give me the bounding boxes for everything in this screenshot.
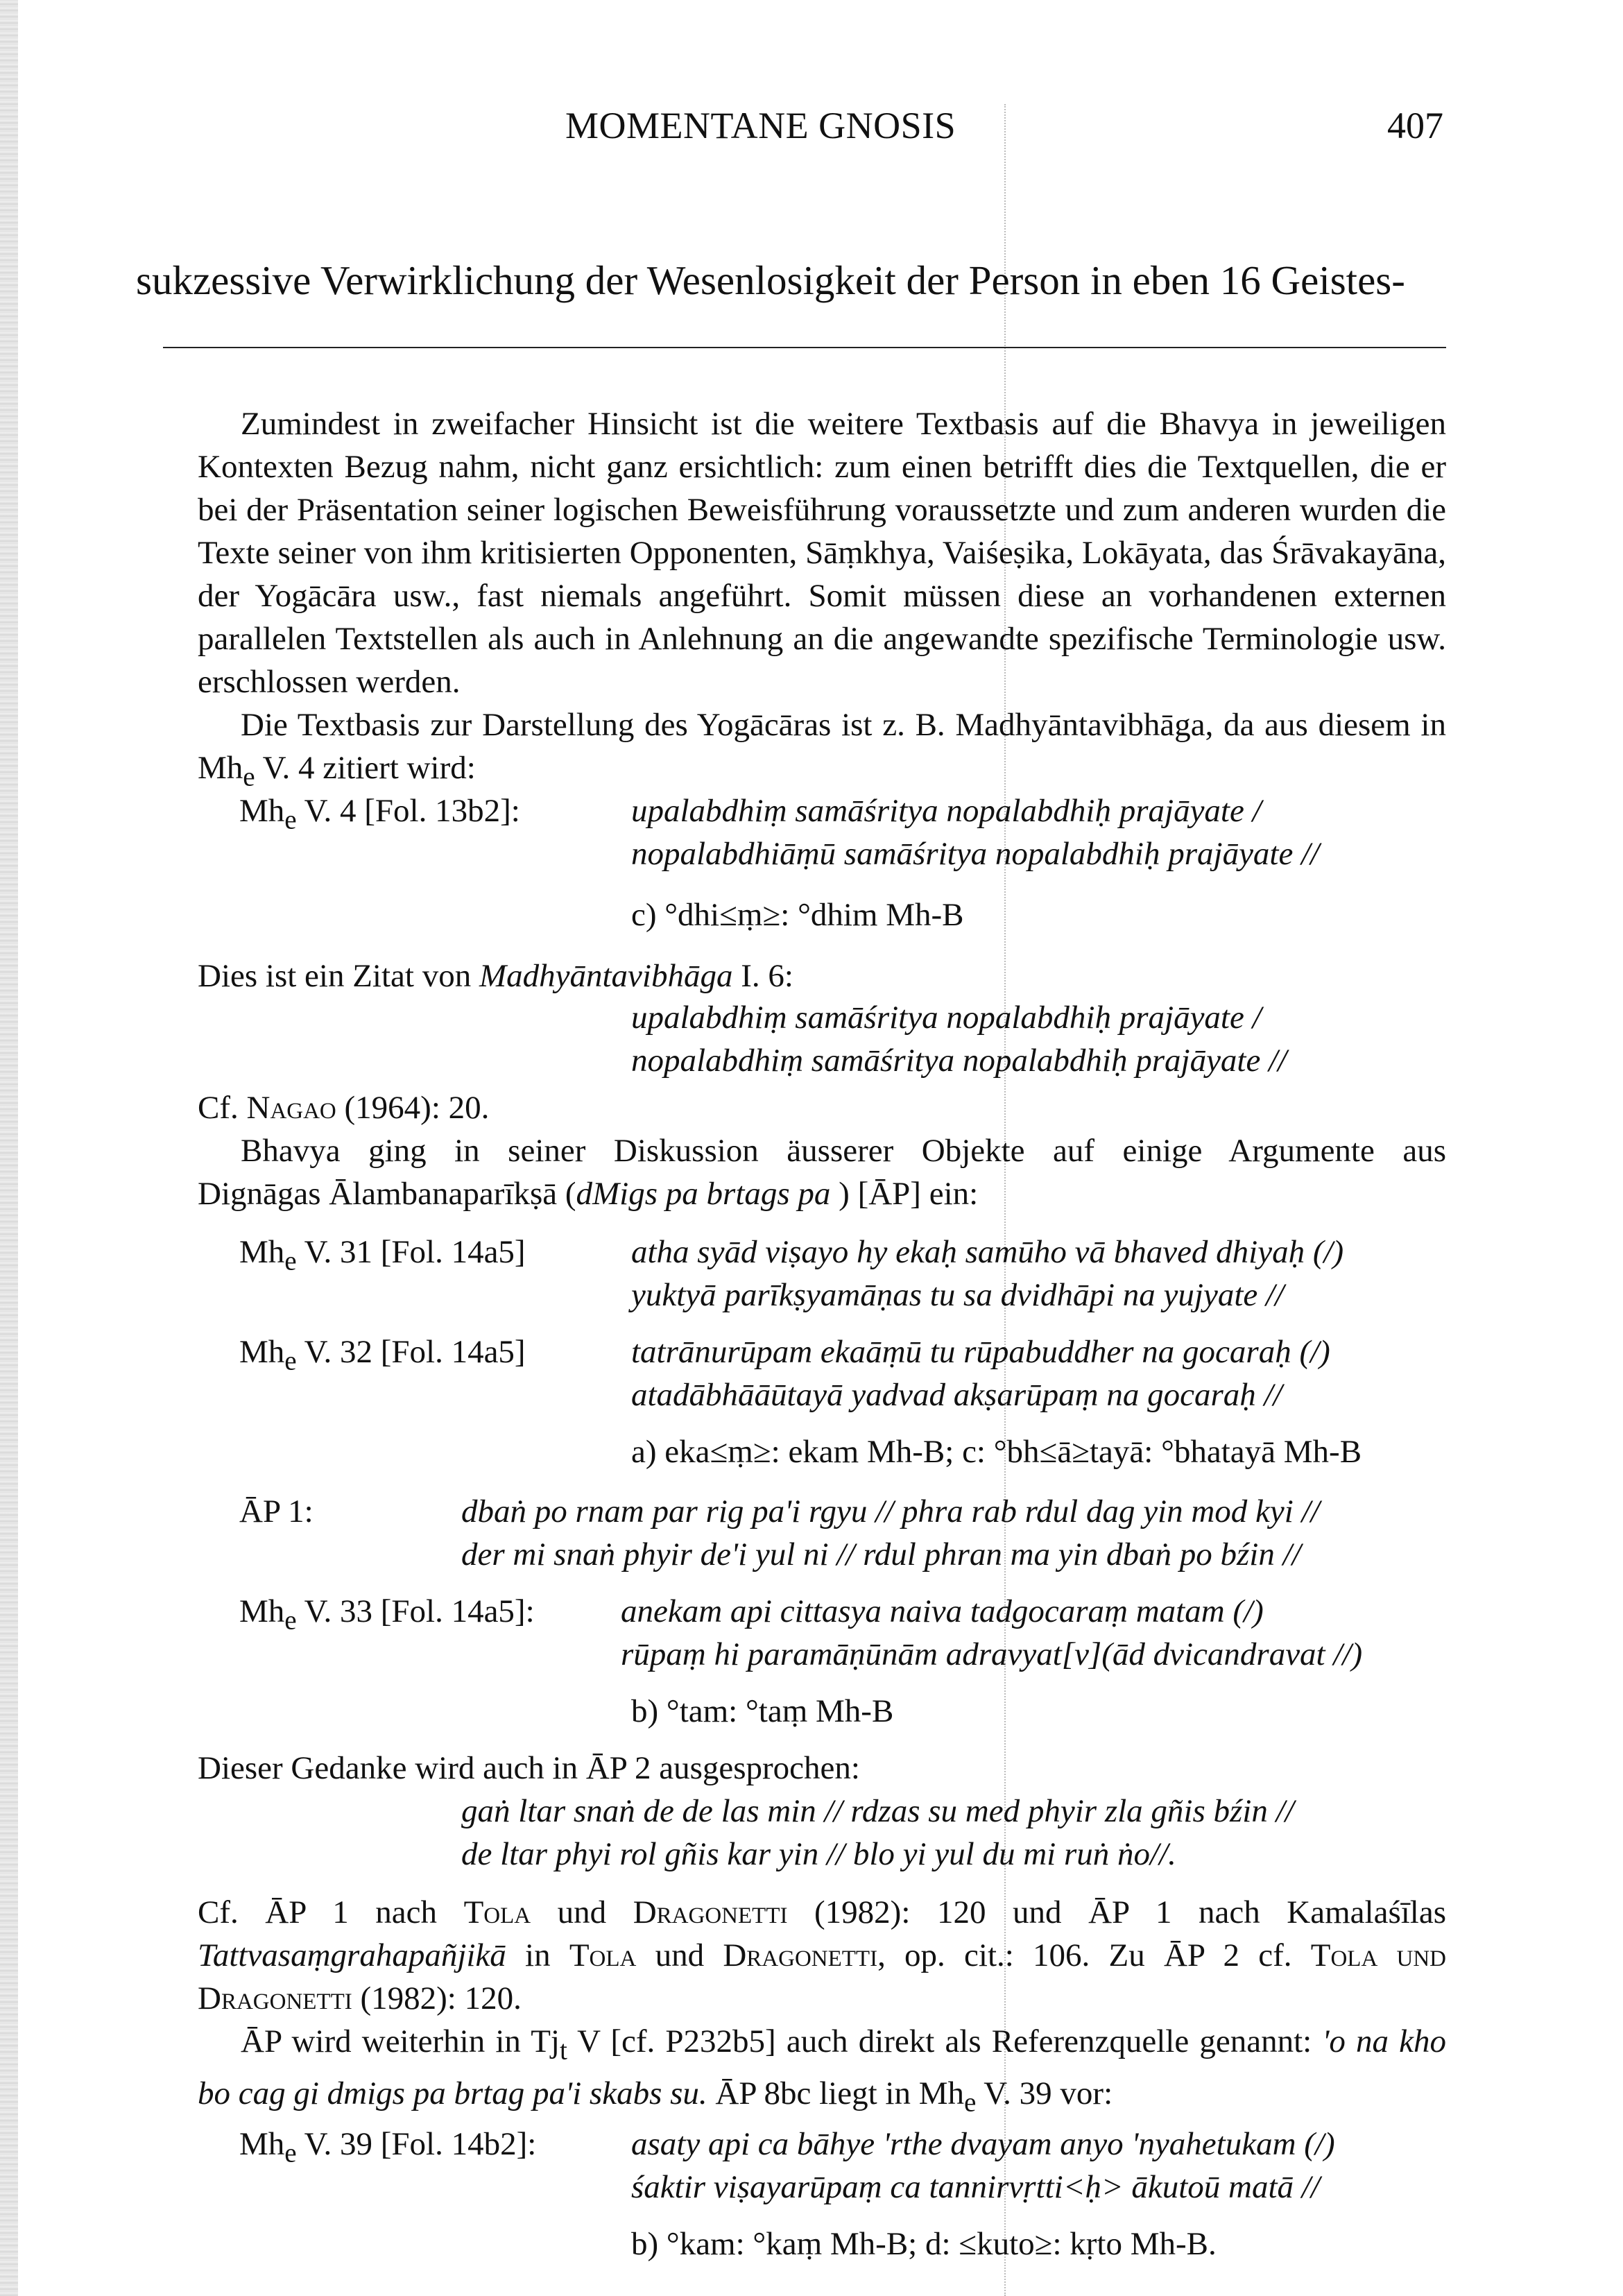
quote-label-v33: $Mh_e$ V. 33 [Fol. 14a5]: <box>239 1593 535 1636</box>
reference-nagao: Cf. Nagao (1964): 20. <box>198 1090 490 1126</box>
variant-note: b) °tam: °taṃ Mh-B <box>631 1693 894 1729</box>
variant-note: a) eka≤ṃ≥: ekam Mh-B; c: °bh≤ā≥tayā: °bhatayā Mh-B <box>631 1434 1362 1470</box>
quote-line: upalabdhiṃ samāśritya nopalabdhiḥ prajāyate / <box>631 793 1262 829</box>
quote-line: der mi snaṅ phyir de'i yul ni // rdul phran ma yin dbaṅ po bźin // <box>461 1536 1301 1573</box>
quote-line: asaty api ca bāhye 'rthe dvayam anyo 'nyahetukam (/) <box>631 2126 1335 2162</box>
quote-line: śaktir viṣayarūpaṃ ca tannirvṛtti<ḥ> ākutoū matā // <box>631 2169 1320 2205</box>
paragraph-text: Cf. ĀP 1 nach Tola und Dragonetti (1982): 120 und ĀP 1 nach Kamalaśīlas Tattvasaṃgrahapañjikā in Tola und Dragonetti, op. cit.: 106. Zu ĀP 2 cf. Tola und Dragonetti (1982): 120. <box>198 1894 1447 2016</box>
quote-line: yuktyā parīkṣyamāṇas tu sa dvidhāpi na yujyate // <box>631 1277 1285 1313</box>
footnote-rule <box>163 347 1446 348</box>
quote-line: anekam api cittasya naiva tadgocaraṃ matam (/) <box>621 1593 1264 1629</box>
quote-line: gaṅ ltar snaṅ de de las min // rdzas su med phyir zla gñis bźin // <box>461 1793 1294 1829</box>
quote-line: nopalabdhiṃ samāśritya nopalabdhiḥ prajāyate // <box>631 1043 1287 1079</box>
paragraph-text: Dignāgas Ālambanaparīkṣā (dMigs pa brtags pa ) [ĀP] ein: <box>198 1176 979 1212</box>
paragraph-text: Zumindest in zweifacher Hinsicht ist die weitere Textbasis auf die Bhavya in jeweiligen Kontexten Bezug nahm, nicht ganz ersichtlich: zum einen betrifft dies die Textquellen, die er bei der Präsentation seiner logischen Beweisführung voraussetzte und zum anderen wurden die Texte seiner von ihm kritisierten Opponenten, Sāṃkhya, Vaiśeṣika, Lokāyata, das Śrāvakayāna, der Yogācāra usw., fast niemals angeführt. Somit müssen diese an vorhandenen externen parallelen Textstellen als auch in Anlehnung an die angewandte spezifische Terminologie usw. erschlossen werden. <box>198 406 1446 700</box>
quote-line: nopalabdhiāṃū samāśritya nopalabdhiḥ prajāyate // <box>631 836 1320 872</box>
quote-label-v39: $Mh_e$ V. 39 [Fol. 14b2]: <box>239 2126 537 2168</box>
quote-line: atadābhāāūtayā yadvad akṣarūpaṃ na gocaraḥ // <box>631 1377 1282 1413</box>
quote-line: dbaṅ po rnam par rig pa'i rgyu // phra rab rdul dag yin mod kyi // <box>461 1493 1320 1530</box>
quote-line: tatrānurūpam ekaāṃū tu rūpabuddher na gocaraḥ (/) <box>631 1334 1330 1370</box>
quote-label-v4: $Mh_e$ V. 4 [Fol. 13b2]: <box>239 793 520 835</box>
paragraph-bhavya-argumente <box>198 1129 1446 1215</box>
paragraph-text: Die Textbasis zur Darstellung des Yogācāras ist z. B. Madhyāntavibhāga, da aus diesem in $Mh_e$ V. 4 zitiert wird: <box>198 707 1446 792</box>
page-number: 407 <box>1387 105 1443 146</box>
paragraph-text: ĀP wird weiterhin in $Tj_t$ V [cf. P232b5] auch direkt als Referenzquelle genannt: 'o na kho bo cag gi dmigs pa brtag pa'i skabs su. ĀP 8bc liegt in $Mh_e$ V. 39 vor: <box>198 2023 1446 2118</box>
paragraph-yogacara <box>198 703 1446 798</box>
quote-line: de ltar phyi rol gñis kar yin // blo yi yul du mi ruṅ ṅo//. <box>461 1836 1176 1872</box>
quote-label-v31: $Mh_e$ V. 31 [Fol. 14a5] <box>239 1234 526 1276</box>
paragraph-references <box>198 1891 1446 2020</box>
paragraph-text: Bhavya ging in seiner Diskussion äusserer Objekte auf einige Argumente aus <box>241 1133 1446 1169</box>
carryover-text-line: sukzessive Verwirklichung der Wesenlosigkeit der Person in eben 16 Geistes- <box>136 257 1405 303</box>
citation-intro: Dieser Gedanke wird auch in ĀP 2 ausgesprochen: <box>198 1750 860 1786</box>
quote-label-ap1: ĀP 1: <box>239 1493 314 1530</box>
paragraph-ap-tj <box>198 2020 1446 2125</box>
quote-line: upalabdhiṃ samāśritya nopalabdhiḥ prajāyate / <box>631 1000 1262 1036</box>
citation-intro: Dies ist ein Zitat von Madhyāntavibhāga I. 6: <box>198 958 793 994</box>
scan-edge-shadow <box>0 0 18 2296</box>
quote-label-v32: $Mh_e$ V. 32 [Fol. 14a5] <box>239 1334 526 1376</box>
paragraph-textbasis <box>198 402 1446 703</box>
quote-line: rūpaṃ hi paramāṇūnām adravyat[v](ād dvicandravat //) <box>621 1636 1363 1672</box>
quote-line: atha syād viṣayo hy ekaḥ samūho vā bhaved dhiyaḥ (/) <box>631 1234 1344 1270</box>
running-header-title: MOMENTANE GNOSIS <box>565 105 956 146</box>
variant-note: c) °dhi≤ṃ≥: °dhim Mh-B <box>631 897 964 933</box>
variant-note: b) °kam: °kaṃ Mh-B; d: ≤kuto≥: kṛto Mh-B. <box>631 2226 1217 2262</box>
